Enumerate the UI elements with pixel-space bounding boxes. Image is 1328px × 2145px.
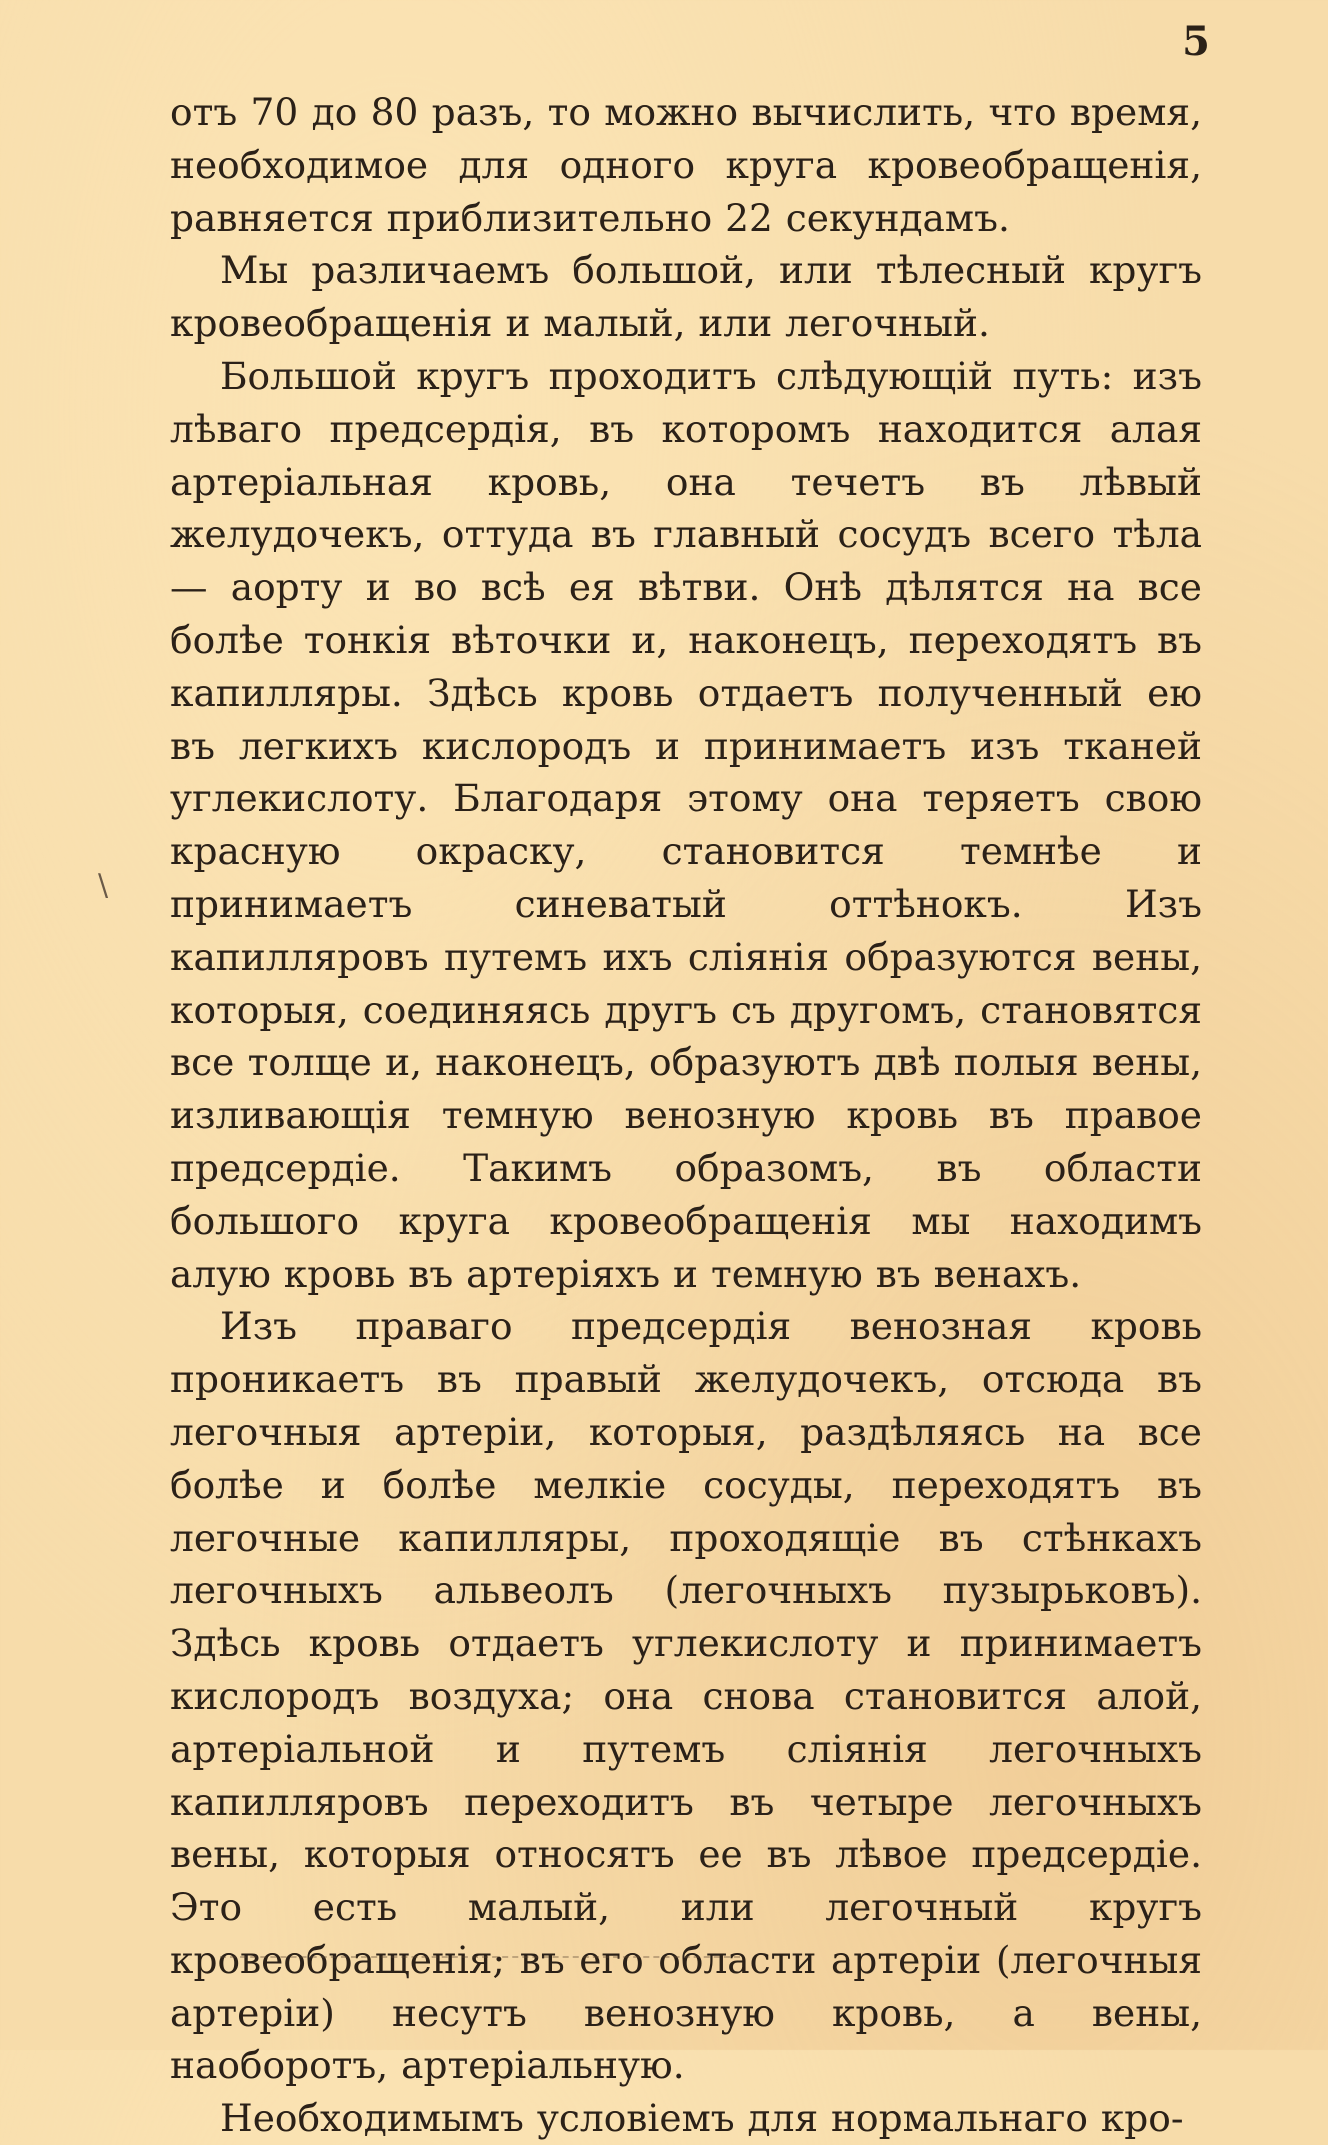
margin-pencil-mark: \ (98, 868, 109, 903)
bottom-faint-rule (220, 1956, 740, 1958)
paragraph-final-fragment: Необходимымъ условіемъ для нормальнаго кро- (220, 2096, 1184, 2141)
body-text (170, 86, 1202, 2145)
page-number: 5 (1182, 18, 1210, 65)
paragraph-pulmonary-circulation: Изъ праваго предсердія венозная кровь проникаетъ въ правый желудочекъ, отсюда въ легочныя артеріи, которыя, раздѣляясь на все болѣе и болѣе мелкіе сосуды, переходятъ въ легочные капилляры, проходящіе въ стѣнкахъ легочныхъ альвеолъ (легочныхъ пузырьковъ). Здѣсь кровь отдаетъ углекислоту и принимаетъ кислородъ воздуха; она снова становится алой, артеріальной и путемъ сліянія легочныхъ капилляровъ переходитъ въ четыре легочныхъ вены, которыя относятъ ее въ лѣвое предсердіе. Это есть малый, или легочный кругъ кровеобращенія; въ его области артеріи (легочныя артеріи) несутъ венозную кровь, а вены, наоборотъ, артеріальную. (170, 1304, 1202, 2088)
paragraph-continuation: отъ 70 до 80 разъ, то можно вычислить, что время, необходимое для одного круга кровеобращенія, равняется приблизительно 22 секундамъ. (170, 90, 1202, 240)
paragraph-circulation-types: Мы различаемъ большой, или тѣлесный кругъ кровеобращенія и малый, или легочный. (170, 248, 1202, 346)
paragraph-systemic-circulation: Большой кругъ проходитъ слѣдующій путь: изъ лѣваго предсердія, въ которомъ находится алая артеріальная кровь, она течетъ въ лѣвый желудочекъ, оттуда въ главный сосудъ всего тѣла— аорту и во всѣ ея вѣтви. Онѣ дѣлятся на все болѣе тонкія вѣточки и, наконецъ, переходятъ въ капилляры. Здѣсь кровь отдаетъ полученный ею въ легкихъ кислородъ и принимаетъ изъ тканей углекислоту. Благодаря этому она теряетъ свою красную окраску, становится темнѣе и принимаетъ синеватый оттѣнокъ. Изъ капилляровъ путемъ ихъ сліянія образуются вены, которыя, соединяясь другъ съ другомъ, становятся все толще и, наконецъ, образуютъ двѣ полыя вены, изливающія темную венозную кровь въ правое предсердіе. Такимъ образомъ, въ области большого круга кровеобращенія мы находимъ алую кровь въ артеріяхъ и темную въ венахъ. (170, 353, 1202, 1296)
